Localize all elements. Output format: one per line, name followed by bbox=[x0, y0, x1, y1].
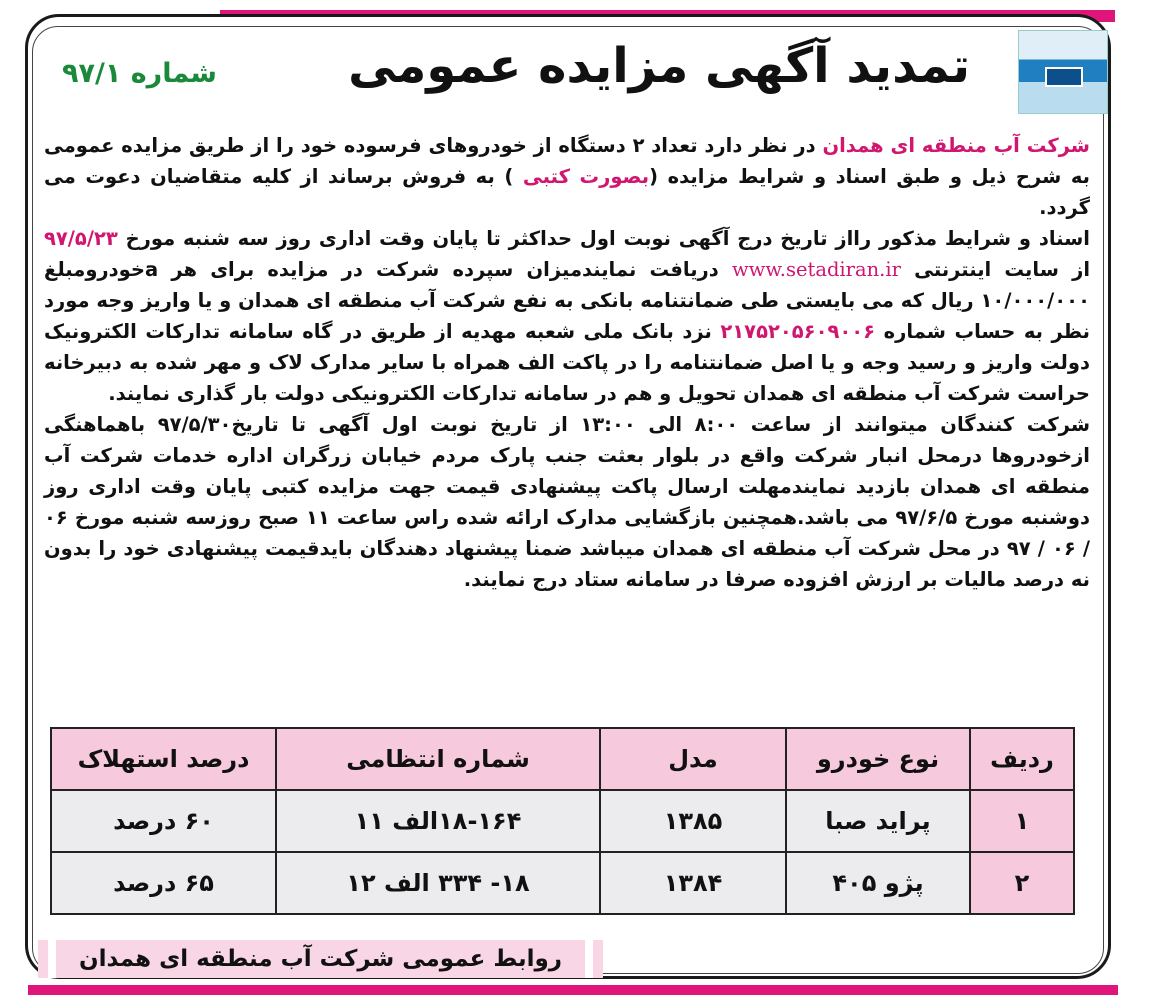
cell-row: ۲ bbox=[970, 852, 1074, 914]
submission-text: نزد بانک ملی شعبه مهدیه از طریق در گاه سامانه تدارکات الکترونیک دولت واریز و رسید وجه و یا اصل ضمانتنامه را در پاکت الف همراه با سایر مدارک لاک و مهر شده به دبیرخانه حراست شرکت آب منطقه ای همدان تحویل و هم در سامانه تدارکات الکترونیکی دولت بار گذاری نمایند. bbox=[44, 320, 1090, 405]
footer-label: روابط عمومی شرکت آب منطقه ای همدان bbox=[78, 946, 563, 972]
cell-depreciation: ۶۵ درصد bbox=[51, 852, 276, 914]
col-vehicle-type: نوع خودرو bbox=[786, 728, 970, 790]
footer-edge-left bbox=[48, 940, 56, 978]
cell-plate: ۱۸- ۳۳۴ الف ۱۲ bbox=[276, 852, 600, 914]
table-header-row bbox=[51, 728, 1074, 790]
cell-model: ۱۳۸۵ bbox=[600, 790, 786, 852]
site-prefix: از سایت اینترنتی bbox=[900, 258, 1090, 281]
company-logo bbox=[1018, 30, 1108, 114]
footer-edge-right bbox=[585, 940, 593, 978]
bottom-accent-bar bbox=[28, 985, 1118, 995]
cell-vehicle-type: پراید صبا bbox=[786, 790, 970, 852]
paragraph-documents bbox=[44, 223, 1090, 409]
documents-text: اسناد و شرایط مذکور رااز تاریخ درج آگهی نوبت اول حداکثر تا پایان وقت اداری روز سه شنبه مورخ bbox=[117, 227, 1090, 250]
cell-vehicle-type: پژو ۴۰۵ bbox=[786, 852, 970, 914]
deposit-text: دریافت نمایندمیزان سپرده شرکت در مزایده برای هر aخودرومبلغ ۱۰/۰۰۰/۰۰۰ ریال که می بایستی طی ضمانتنامه بانکی به نفع شرکت آب منطقه ای همدان و یا واریز وجه مورد نظر به حساب شماره bbox=[44, 258, 1090, 343]
setad-link[interactable]: www.setadiran.ir bbox=[731, 258, 901, 281]
notice-body bbox=[44, 130, 1090, 595]
cell-model: ۱۳۸۴ bbox=[600, 852, 786, 914]
col-plate: شماره انتظامی bbox=[276, 728, 600, 790]
intro-text: در نظر دارد تعداد ۲ دستگاه از خودروهای فرسوده خود را از طریق مزایده عمومی به شرح ذیل و طبق اسناد و شرایط مزایده ( bbox=[44, 134, 1090, 188]
paragraph-visit: شرکت کنندگان میتوانند از ساعت ۸:۰۰ الی ۱۳:۰۰ از تاریخ نوبت اول آگهی تا تاریخ۹۷/۵/۳۰ باهماهنگی ازخودروها درمحل انبار شرکت واقع در بلوار بعثت جنب پارک مردم خیابان زرگران اداره خدمات شرکت آب منطقه ای همدان بازدید نمایندمهلت ارسال پاکت پیشنهادی قیمت جهت مزایده کتبی پایان وقت اداری روز دوشنبه مورخ ۹۷/۶/۵ می باشد.همچنین بازگشایی مدارک ارائه شده راس ساعت ۱۱ صبح روزسه شنبه مورخ ۰۶ / ۰۶ / ۹۷ در محل شرکت آب منطقه ای همدان میباشد ضمنا پیشنهاد دهندگان بایدقیمت پیشنهادی خود را بدون نه درصد مالیات بر ارزش افزوده صرفا در سامانه ستاد درج نمایند. bbox=[44, 413, 1090, 591]
deadline-date: ۹۷/۵/۲۳ bbox=[44, 227, 118, 250]
table-row bbox=[51, 790, 1074, 852]
logo-mark-icon bbox=[1045, 67, 1083, 87]
cell-depreciation: ۶۰ درصد bbox=[51, 790, 276, 852]
col-model: مدل bbox=[600, 728, 786, 790]
paragraph-intro bbox=[44, 130, 1090, 223]
cell-row: ۱ bbox=[970, 790, 1074, 852]
col-depreciation: درصد استهلاک bbox=[51, 728, 276, 790]
col-row: ردیف bbox=[970, 728, 1074, 790]
account-number: ۲۱۷۵۲۰۵۶۰۹۰۰۶ bbox=[720, 320, 876, 343]
notice-title: تمدید آگهی مزایده عمومی bbox=[348, 38, 970, 94]
cell-plate: ۱۸-۱۶۴الف ۱۱ bbox=[276, 790, 600, 852]
intro-end: ) به فروش برساند از کلیه متقاضیان دعوت می گردد. bbox=[44, 165, 1090, 219]
table-row bbox=[51, 852, 1074, 914]
auction-method: بصورت کتبی bbox=[522, 165, 650, 188]
public-relations-footer bbox=[38, 940, 603, 978]
company-name: شرکت آب منطقه ای همدان bbox=[822, 134, 1090, 157]
notice-number: شماره ۹۷/۱ bbox=[62, 58, 217, 89]
vehicles-table bbox=[50, 727, 1075, 915]
